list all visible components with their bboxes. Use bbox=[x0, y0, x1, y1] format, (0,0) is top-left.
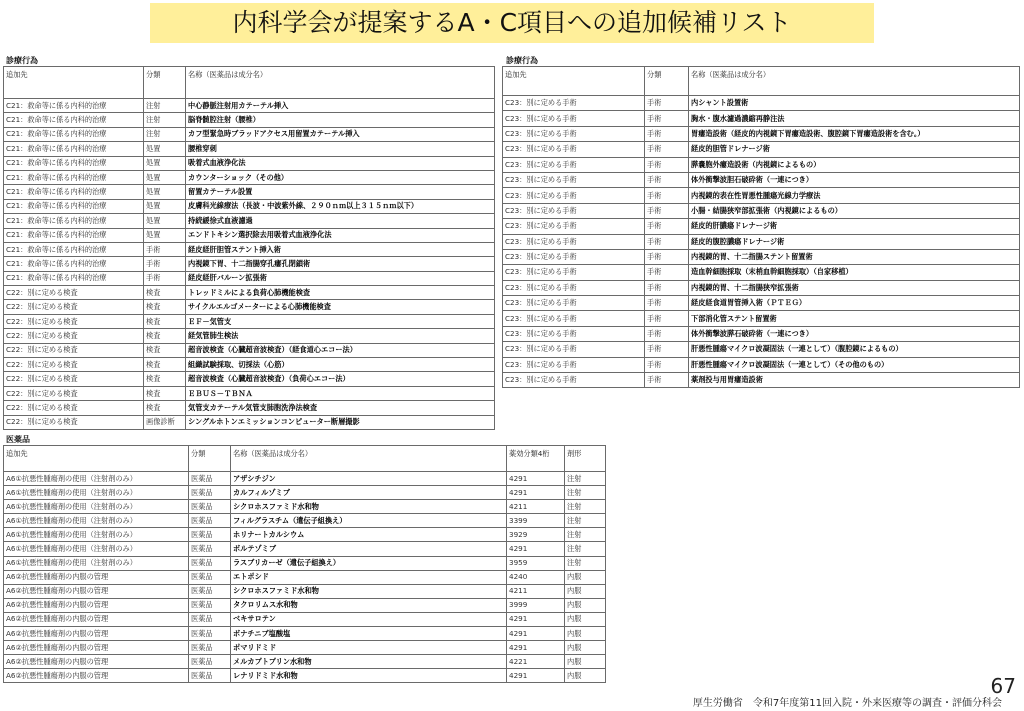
cell-category: 医薬品 bbox=[189, 612, 231, 626]
cell-category: 手術 bbox=[144, 257, 186, 271]
cell-name: ＥＦ－気管支 bbox=[186, 314, 495, 328]
table-row bbox=[4, 542, 606, 556]
page-title: 内科学会が提案するA・C項目への追加候補リスト bbox=[150, 3, 874, 43]
cell-form: 内服 bbox=[565, 627, 606, 641]
table-row bbox=[503, 111, 1020, 126]
cell-target: A6①抗悪性腫瘍剤の使用（注射剤のみ） bbox=[4, 556, 189, 570]
column-header-code: 薬効分類4桁 bbox=[507, 446, 565, 472]
cell-category: 処置 bbox=[144, 228, 186, 242]
cell-category: 検査 bbox=[144, 300, 186, 314]
cell-target: A6①抗悪性腫瘍剤の使用（注射剤のみ） bbox=[4, 486, 189, 500]
cell-code: 4291 bbox=[507, 486, 565, 500]
cell-category: 画像診断 bbox=[144, 415, 186, 429]
cell-name: アザシチジン bbox=[231, 472, 507, 486]
cell-name: 超音波検査（心臓超音波検査）（経食道心エコー法） bbox=[186, 343, 495, 357]
table-header-row bbox=[4, 446, 606, 472]
table-row bbox=[4, 343, 495, 357]
cell-category: 手術 bbox=[645, 357, 689, 372]
cell-target: C21：救命等に係る内科的治療 bbox=[4, 113, 144, 127]
cell-target: C23：別に定める手術 bbox=[503, 96, 645, 111]
cell-target: C22：別に定める検査 bbox=[4, 372, 144, 386]
cell-category: 医薬品 bbox=[189, 641, 231, 655]
table-row bbox=[4, 500, 606, 514]
cell-form: 注射 bbox=[565, 472, 606, 486]
cell-category: 検査 bbox=[144, 314, 186, 328]
cell-category: 検査 bbox=[144, 358, 186, 372]
table-row bbox=[4, 570, 606, 584]
cell-category: 手術 bbox=[645, 234, 689, 249]
cell-category: 医薬品 bbox=[189, 669, 231, 683]
cell-target: C23：別に定める手術 bbox=[503, 157, 645, 172]
cell-name: 経皮経肝バルーン拡張術 bbox=[186, 271, 495, 285]
cell-name: 皮膚科光線療法（長波・中波紫外線、２９０ｎｍ以上３１５ｎｍ以下） bbox=[186, 199, 495, 213]
cell-target: C23：別に定める手術 bbox=[503, 280, 645, 295]
table-row bbox=[4, 556, 606, 570]
cell-category: 処置 bbox=[144, 199, 186, 213]
cell-target: A6①抗悪性腫瘍剤の使用（注射剤のみ） bbox=[4, 542, 189, 556]
cell-code: 3399 bbox=[507, 514, 565, 528]
cell-category: 手術 bbox=[645, 326, 689, 341]
cell-target: C21：救命等に係る内科的治療 bbox=[4, 127, 144, 141]
cell-name: ホリナートカルシウム bbox=[231, 528, 507, 542]
cell-target: A6②抗悪性腫瘍剤の内服の管理 bbox=[4, 598, 189, 612]
table-row bbox=[4, 329, 495, 343]
cell-target: A6①抗悪性腫瘍剤の使用（注射剤のみ） bbox=[4, 528, 189, 542]
cell-category: 検査 bbox=[144, 386, 186, 400]
table-row bbox=[4, 372, 495, 386]
cell-name: 吸着式血液浄化法 bbox=[186, 156, 495, 170]
cell-target: A6②抗悪性腫瘍剤の内服の管理 bbox=[4, 570, 189, 584]
cell-category: 医薬品 bbox=[189, 500, 231, 514]
table-row bbox=[4, 486, 606, 500]
table-header-row bbox=[4, 67, 495, 99]
cell-category: 手術 bbox=[645, 188, 689, 203]
cell-name: 造血幹細胞採取（末梢血幹細胞採取）（自家移植） bbox=[689, 265, 1020, 280]
table-row bbox=[4, 170, 495, 184]
cell-category: 処置 bbox=[144, 142, 186, 156]
cell-target: C21：救命等に係る内科的治療 bbox=[4, 156, 144, 170]
cell-form: 内服 bbox=[565, 598, 606, 612]
table-row bbox=[503, 157, 1020, 172]
cell-name: 脳脊髄腔注射（腰椎） bbox=[186, 113, 495, 127]
cell-name: 薬剤投与用胃瘻造設術 bbox=[689, 373, 1020, 388]
cell-code: 4291 bbox=[507, 669, 565, 683]
table-row bbox=[503, 219, 1020, 234]
cell-name: 経気管肺生検法 bbox=[186, 329, 495, 343]
cell-form: 内服 bbox=[565, 570, 606, 584]
cell-name: 組織試験採取、切採法（心筋） bbox=[186, 358, 495, 372]
cell-name: 持続緩徐式血液濾過 bbox=[186, 214, 495, 228]
cell-name: 経皮的腹腔膿瘍ドレナージ術 bbox=[689, 234, 1020, 249]
cell-category: 手術 bbox=[645, 157, 689, 172]
cell-name: 中心静脈注射用カテーテル挿入 bbox=[186, 99, 495, 113]
cell-target: C21：救命等に係る内科的治療 bbox=[4, 170, 144, 184]
cell-name: 胸水・腹水濾過濃縮再静注法 bbox=[689, 111, 1020, 126]
cell-target: C22：別に定める検査 bbox=[4, 358, 144, 372]
column-header-target: 追加先 bbox=[4, 446, 189, 472]
table-row bbox=[503, 96, 1020, 111]
table-row bbox=[503, 188, 1020, 203]
cell-name: フィルグラスチム（遺伝子組換え） bbox=[231, 514, 507, 528]
cell-target: A6②抗悪性腫瘍剤の内服の管理 bbox=[4, 584, 189, 598]
cell-code: 3999 bbox=[507, 598, 565, 612]
cell-category: 処置 bbox=[144, 156, 186, 170]
cell-category: 手術 bbox=[645, 373, 689, 388]
drug-section-label: 医薬品 bbox=[6, 435, 30, 444]
cell-name: シングルホトンエミッションコンピューター断層撮影 bbox=[186, 415, 495, 429]
cell-target: A6②抗悪性腫瘍剤の内服の管理 bbox=[4, 655, 189, 669]
cell-category: 手術 bbox=[645, 172, 689, 187]
cell-category: 手術 bbox=[645, 142, 689, 157]
cell-category: 医薬品 bbox=[189, 542, 231, 556]
cell-category: 手術 bbox=[645, 280, 689, 295]
right-section-label: 診療行為 bbox=[506, 56, 538, 65]
cell-target: C22：別に定める検査 bbox=[4, 329, 144, 343]
table-row bbox=[4, 113, 495, 127]
cell-name: 内視鏡的胃、十二指腸狭窄拡張術 bbox=[689, 280, 1020, 295]
cell-category: 医薬品 bbox=[189, 570, 231, 584]
cell-category: 医薬品 bbox=[189, 584, 231, 598]
table-row bbox=[503, 142, 1020, 157]
cell-name: レナリドミド水和物 bbox=[231, 669, 507, 683]
cell-name: メルカプトプリン水和物 bbox=[231, 655, 507, 669]
cell-target: C21：救命等に係る内科的治療 bbox=[4, 99, 144, 113]
cell-category: 手術 bbox=[645, 111, 689, 126]
cell-target: C22：別に定める検査 bbox=[4, 386, 144, 400]
cell-form: 注射 bbox=[565, 542, 606, 556]
cell-target: C21：救命等に係る内科的治療 bbox=[4, 185, 144, 199]
cell-target: C23：別に定める手術 bbox=[503, 126, 645, 141]
cell-target: C23：別に定める手術 bbox=[503, 249, 645, 264]
cell-name: 超音波検査（心臓超音波検査）（負荷心エコー法） bbox=[186, 372, 495, 386]
table-row bbox=[4, 528, 606, 542]
cell-code: 4221 bbox=[507, 655, 565, 669]
column-header-category: 分類 bbox=[144, 67, 186, 99]
column-header-name: 名称（医薬品は成分名） bbox=[186, 67, 495, 99]
cell-form: 注射 bbox=[565, 500, 606, 514]
cell-target: C21：救命等に係る内科的治療 bbox=[4, 242, 144, 256]
cell-name: 体外衝撃波胆石破砕術（一連につき） bbox=[689, 172, 1020, 187]
cell-category: 手術 bbox=[645, 342, 689, 357]
cell-category: 医薬品 bbox=[189, 472, 231, 486]
left-section-label: 診療行為 bbox=[6, 56, 38, 65]
cell-target: A6②抗悪性腫瘍剤の内服の管理 bbox=[4, 669, 189, 683]
cell-form: 注射 bbox=[565, 514, 606, 528]
column-header-name: 名称（医薬品は成分名） bbox=[231, 446, 507, 472]
cell-target: C22：別に定める検査 bbox=[4, 415, 144, 429]
cell-target: C21：救命等に係る内科的治療 bbox=[4, 228, 144, 242]
cell-target: A6②抗悪性腫瘍剤の内服の管理 bbox=[4, 627, 189, 641]
cell-category: 医薬品 bbox=[189, 655, 231, 669]
cell-name: 肝悪性腫瘍マイクロ波凝固法（一連として）（その他のもの） bbox=[689, 357, 1020, 372]
cell-category: 検査 bbox=[144, 343, 186, 357]
cell-code: 4240 bbox=[507, 570, 565, 584]
cell-name: 内視鏡的胃、十二指腸ステント留置術 bbox=[689, 249, 1020, 264]
table-row bbox=[4, 300, 495, 314]
table-row bbox=[4, 401, 495, 415]
cell-category: 医薬品 bbox=[189, 627, 231, 641]
table-row bbox=[503, 234, 1020, 249]
table-row bbox=[503, 172, 1020, 187]
cell-target: C23：別に定める手術 bbox=[503, 311, 645, 326]
cell-target: C23：別に定める手術 bbox=[503, 172, 645, 187]
cell-category: 手術 bbox=[645, 296, 689, 311]
cell-target: C21：救命等に係る内科的治療 bbox=[4, 142, 144, 156]
cell-category: 手術 bbox=[645, 96, 689, 111]
table-row bbox=[4, 612, 606, 626]
column-header-category: 分類 bbox=[189, 446, 231, 472]
cell-category: 手術 bbox=[645, 203, 689, 218]
cell-category: 医薬品 bbox=[189, 514, 231, 528]
cell-code: 3929 bbox=[507, 528, 565, 542]
cell-form: 内服 bbox=[565, 655, 606, 669]
cell-category: 注射 bbox=[144, 113, 186, 127]
cell-name: 小腸・結腸狭窄部拡張術（内視鏡によるもの） bbox=[689, 203, 1020, 218]
table-row bbox=[503, 296, 1020, 311]
table-row bbox=[503, 203, 1020, 218]
cell-name: 内シャント設置術 bbox=[689, 96, 1020, 111]
cell-name: カウンターショック（その他） bbox=[186, 170, 495, 184]
cell-target: C23：別に定める手術 bbox=[503, 326, 645, 341]
cell-category: 検査 bbox=[144, 286, 186, 300]
table-row bbox=[4, 142, 495, 156]
table-row bbox=[503, 326, 1020, 341]
cell-target: C22：別に定める検査 bbox=[4, 314, 144, 328]
cell-category: 手術 bbox=[645, 126, 689, 141]
cell-form: 内服 bbox=[565, 641, 606, 655]
footer-source: 厚生労働省 令和7年度第11回入院・外来医療等の調査・評価分科会 bbox=[692, 698, 1002, 709]
cell-name: 経皮経食道胃管挿入術（ＰＴＥＧ） bbox=[689, 296, 1020, 311]
cell-category: 手術 bbox=[645, 311, 689, 326]
cell-code: 4291 bbox=[507, 627, 565, 641]
table-header-row bbox=[503, 67, 1020, 96]
table-row bbox=[4, 156, 495, 170]
cell-name: 内視鏡下胃、十二指腸穿孔瘻孔閉鎖術 bbox=[186, 257, 495, 271]
cell-name: ボルテゾミブ bbox=[231, 542, 507, 556]
table-row bbox=[4, 669, 606, 683]
cell-category: 手術 bbox=[144, 242, 186, 256]
cell-target: A6①抗悪性腫瘍剤の使用（注射剤のみ） bbox=[4, 514, 189, 528]
cell-name: 気管支カテーテル気管支肺胞洗浄法検査 bbox=[186, 401, 495, 415]
table-row bbox=[4, 314, 495, 328]
cell-name: 経皮的胆管ドレナージ術 bbox=[689, 142, 1020, 157]
cell-name: 腰椎穿刺 bbox=[186, 142, 495, 156]
cell-code: 4291 bbox=[507, 542, 565, 556]
cell-target: C23：別に定める手術 bbox=[503, 188, 645, 203]
table-row bbox=[4, 655, 606, 669]
cell-target: C23：別に定める手術 bbox=[503, 265, 645, 280]
table-row bbox=[4, 415, 495, 429]
table-row bbox=[503, 342, 1020, 357]
cell-target: A6②抗悪性腫瘍剤の内服の管理 bbox=[4, 641, 189, 655]
cell-category: 注射 bbox=[144, 99, 186, 113]
cell-target: C22：別に定める検査 bbox=[4, 343, 144, 357]
cell-target: C23：別に定める手術 bbox=[503, 234, 645, 249]
cell-target: C23：別に定める手術 bbox=[503, 203, 645, 218]
cell-name: ボナチニブ塩酸塩 bbox=[231, 627, 507, 641]
cell-name: 下部消化管ステント留置術 bbox=[689, 311, 1020, 326]
drugs-table bbox=[3, 445, 606, 683]
cell-name: ポマリドミド bbox=[231, 641, 507, 655]
table-row bbox=[503, 357, 1020, 372]
cell-form: 注射 bbox=[565, 528, 606, 542]
cell-category: 医薬品 bbox=[189, 598, 231, 612]
cell-name: サイクルエルゴメーターによる心肺機能検査 bbox=[186, 300, 495, 314]
table-row bbox=[4, 99, 495, 113]
cell-code: 3959 bbox=[507, 556, 565, 570]
table-row bbox=[4, 514, 606, 528]
cell-name: 膵嚢胞外瘻造設術（内視鏡によるもの） bbox=[689, 157, 1020, 172]
cell-form: 内服 bbox=[565, 669, 606, 683]
table-row bbox=[503, 311, 1020, 326]
cell-code: 4291 bbox=[507, 612, 565, 626]
cell-category: 手術 bbox=[645, 265, 689, 280]
column-header-form: 剤形 bbox=[565, 446, 606, 472]
cell-target: C21：救命等に係る内科的治療 bbox=[4, 214, 144, 228]
cell-name: シクロホスファミド水和物 bbox=[231, 500, 507, 514]
cell-target: C22：別に定める検査 bbox=[4, 286, 144, 300]
procedures-left-table bbox=[3, 66, 495, 430]
cell-category: 医薬品 bbox=[189, 528, 231, 542]
cell-target: C23：別に定める手術 bbox=[503, 219, 645, 234]
table-row bbox=[4, 271, 495, 285]
table-row bbox=[4, 627, 606, 641]
table-row bbox=[503, 373, 1020, 388]
cell-code: 4291 bbox=[507, 641, 565, 655]
cell-code: 4291 bbox=[507, 472, 565, 486]
cell-name: 経皮経肝胆管ステント挿入術 bbox=[186, 242, 495, 256]
cell-target: C23：別に定める手術 bbox=[503, 111, 645, 126]
table-row bbox=[4, 127, 495, 141]
table-row bbox=[503, 265, 1020, 280]
table-row bbox=[4, 358, 495, 372]
cell-target: C23：別に定める手術 bbox=[503, 373, 645, 388]
table-row bbox=[503, 280, 1020, 295]
cell-category: 検査 bbox=[144, 372, 186, 386]
table-row bbox=[4, 228, 495, 242]
cell-target: C23：別に定める手術 bbox=[503, 342, 645, 357]
column-header-category: 分類 bbox=[645, 67, 689, 96]
table-row bbox=[503, 249, 1020, 264]
table-row bbox=[503, 126, 1020, 141]
cell-category: 処置 bbox=[144, 170, 186, 184]
table-row bbox=[4, 185, 495, 199]
cell-form: 注射 bbox=[565, 486, 606, 500]
table-row bbox=[4, 242, 495, 256]
table-row bbox=[4, 472, 606, 486]
cell-name: ラスブリカーゼ（遺伝子組換え） bbox=[231, 556, 507, 570]
cell-category: 手術 bbox=[144, 271, 186, 285]
cell-target: C22：別に定める検査 bbox=[4, 300, 144, 314]
table-row bbox=[4, 214, 495, 228]
table-row bbox=[4, 386, 495, 400]
cell-name: エンドトキシン選択除去用吸着式血液浄化法 bbox=[186, 228, 495, 242]
table-row bbox=[4, 598, 606, 612]
cell-category: 検査 bbox=[144, 329, 186, 343]
cell-category: 医薬品 bbox=[189, 486, 231, 500]
cell-name: 経皮的肝膿瘍ドレナージ術 bbox=[689, 219, 1020, 234]
cell-code: 4211 bbox=[507, 584, 565, 598]
cell-category: 手術 bbox=[645, 249, 689, 264]
table-row bbox=[4, 257, 495, 271]
table-row bbox=[4, 199, 495, 213]
cell-target: C21：救命等に係る内科的治療 bbox=[4, 199, 144, 213]
table-row bbox=[4, 641, 606, 655]
cell-name: 留置カテーテル設置 bbox=[186, 185, 495, 199]
cell-name: 胃瘻造設術（経皮的内視鏡下胃瘻造設術、腹腔鏡下胃瘻造設術を含む。） bbox=[689, 126, 1020, 141]
cell-code: 4211 bbox=[507, 500, 565, 514]
cell-form: 内服 bbox=[565, 612, 606, 626]
cell-name: ＥＢＵＳ－ＴＢＮＡ bbox=[186, 386, 495, 400]
cell-name: タクロリムス水和物 bbox=[231, 598, 507, 612]
cell-name: 肝悪性腫瘍マイクロ波凝固法（一連として）（腹腔鏡によるもの） bbox=[689, 342, 1020, 357]
cell-target: A6②抗悪性腫瘍剤の内服の管理 bbox=[4, 612, 189, 626]
page-number: 67 bbox=[990, 674, 1016, 698]
cell-form: 内服 bbox=[565, 584, 606, 598]
cell-category: 手術 bbox=[645, 219, 689, 234]
cell-name: 体外衝撃波膵石破砕術（一連につき） bbox=[689, 326, 1020, 341]
cell-name: シクロホスファミド水和物 bbox=[231, 584, 507, 598]
procedures-right-table bbox=[502, 66, 1020, 388]
cell-form: 注射 bbox=[565, 556, 606, 570]
cell-name: 内視鏡的表在性胃悪性腫瘍光線力学療法 bbox=[689, 188, 1020, 203]
cell-target: C21：救命等に係る内科的治療 bbox=[4, 257, 144, 271]
cell-target: C23：別に定める手術 bbox=[503, 357, 645, 372]
cell-target: C23：別に定める手術 bbox=[503, 296, 645, 311]
cell-target: A6①抗悪性腫瘍剤の使用（注射剤のみ） bbox=[4, 500, 189, 514]
cell-category: 処置 bbox=[144, 214, 186, 228]
column-header-target: 追加先 bbox=[4, 67, 144, 99]
cell-name: カルフィルゾミブ bbox=[231, 486, 507, 500]
cell-name: カフ型緊急時ブラッドアクセス用留置カテーテル挿入 bbox=[186, 127, 495, 141]
column-header-name: 名称（医薬品は成分名） bbox=[689, 67, 1020, 96]
cell-category: 注射 bbox=[144, 127, 186, 141]
cell-name: エトポシド bbox=[231, 570, 507, 584]
cell-name: ベキサロテン bbox=[231, 612, 507, 626]
table-row bbox=[4, 584, 606, 598]
cell-category: 検査 bbox=[144, 401, 186, 415]
cell-target: C22：別に定める検査 bbox=[4, 401, 144, 415]
cell-category: 処置 bbox=[144, 185, 186, 199]
cell-category: 医薬品 bbox=[189, 556, 231, 570]
table-row bbox=[4, 286, 495, 300]
cell-name: トレッドミルによる負荷心肺機能検査 bbox=[186, 286, 495, 300]
cell-target: C23：別に定める手術 bbox=[503, 142, 645, 157]
column-header-target: 追加先 bbox=[503, 67, 645, 96]
cell-target: C21：救命等に係る内科的治療 bbox=[4, 271, 144, 285]
cell-target: A6①抗悪性腫瘍剤の使用（注射剤のみ） bbox=[4, 472, 189, 486]
